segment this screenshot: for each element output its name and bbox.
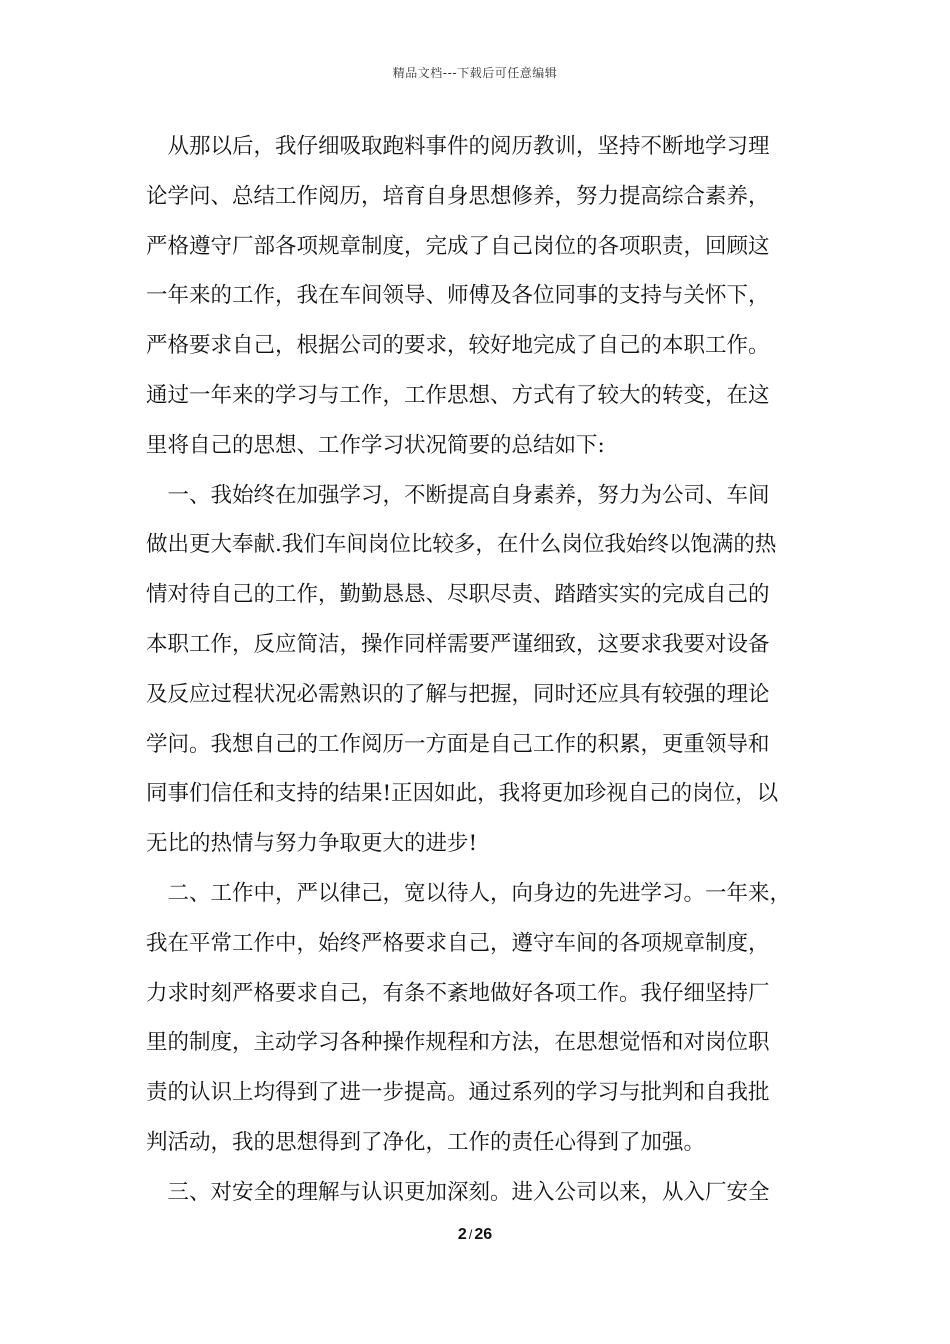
body-line: 严格要求自己，根据公司的要求，较好地完成了自己的本职工作。 bbox=[146, 333, 770, 359]
body-line: 我在平常工作中，始终严格要求自己，遵守车间的各项规章制度， bbox=[146, 930, 770, 956]
document-body bbox=[146, 122, 822, 1218]
body-line: 责的认识上均得到了进一步提高。通过系列的学习与批判和自我批 bbox=[146, 1080, 770, 1106]
page-separator: / bbox=[468, 1227, 473, 1242]
body-line: 本职工作，反应简洁，操作同样需要严谨细致，这要求我要对设备 bbox=[146, 631, 770, 657]
current-page: 2 bbox=[457, 1226, 467, 1243]
body-line: 无比的热情与努力争取更大的进步! bbox=[146, 831, 478, 857]
body-line: 三、对安全的理解与认识更加深刻。进入公司以来，从入厂安全 bbox=[146, 1179, 770, 1205]
body-line: 论学问、总结工作阅历，培育自身思想修养，努力提高综合素养， bbox=[146, 183, 770, 209]
body-line: 通过一年来的学习与工作，工作思想、方式有了较大的转变，在这 bbox=[146, 382, 770, 408]
body-line: 情对待自己的工作，勤勤恳恳、尽职尽责、踏踏实实的完成自己的 bbox=[146, 582, 770, 608]
body-line: 力求时刻严格要求自己，有条不紊地做好各项工作。我仔细坚持厂 bbox=[146, 980, 770, 1006]
body-line: 及反应过程状况必需熟识的了解与把握，同时还应具有较强的理论 bbox=[146, 681, 770, 707]
body-line: 里的制度，主动学习各种操作规程和方法，在思想觉悟和对岗位职 bbox=[146, 1030, 770, 1056]
body-line: 一年来的工作，我在车间领导、师傅及各位同事的支持与关怀下， bbox=[146, 283, 770, 309]
body-line: 学问。我想自己的工作阅历一方面是自己工作的积累，更重领导和 bbox=[146, 731, 770, 757]
body-line: 里将自己的思想、工作学习状况简要的总结如下: bbox=[146, 432, 605, 458]
page-header: 精品文档---下载后可任意编辑 bbox=[392, 66, 558, 80]
body-line: 一、我始终在加强学习，不断提高自身素养，努力为公司、车间 bbox=[146, 482, 770, 508]
body-line: 严格遵守厂部各项规章制度，完成了自己岗位的各项职责，回顾这 bbox=[146, 233, 770, 259]
body-line: 同事们信任和支持的结果!正因如此，我将更加珍视自己的岗位，以 bbox=[146, 781, 779, 807]
body-line: 做出更大奉献.我们车间岗位比较多，在什么岗位我始终以饱满的热 bbox=[146, 532, 777, 558]
total-pages: 26 bbox=[474, 1226, 493, 1243]
body-line: 判活动，我的思想得到了净化，工作的责任心得到了加强。 bbox=[146, 1129, 706, 1155]
page-number bbox=[0, 1226, 950, 1244]
body-line: 从那以后，我仔细吸取跑料事件的阅历教训，坚持不断地学习理 bbox=[146, 134, 770, 159]
body-line: 二、工作中，严以律己，宽以待人，向身边的先进学习。一年来， bbox=[146, 880, 792, 906]
